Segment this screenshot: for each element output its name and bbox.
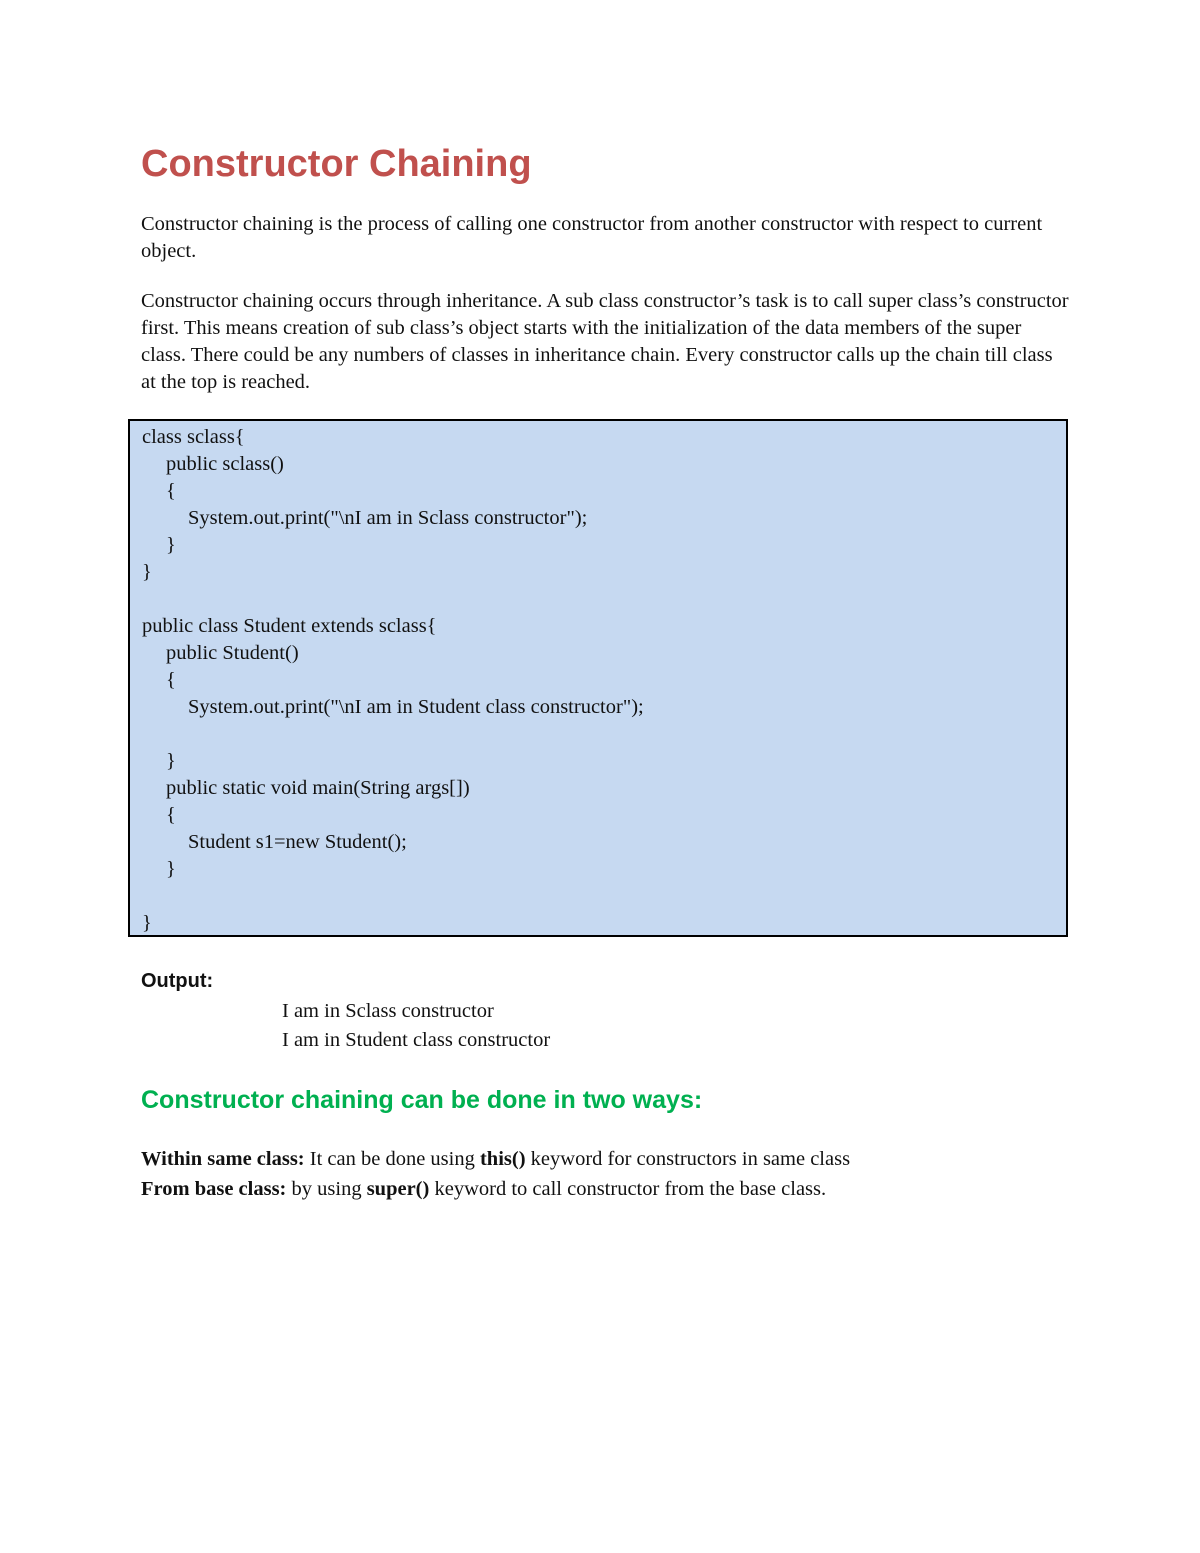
code-line: } — [142, 561, 152, 583]
code-line: { — [166, 480, 176, 502]
way-text: It can be done using — [304, 1148, 480, 1170]
way-text: keyword for constructors in same class — [525, 1148, 851, 1170]
code-line: public sclass() — [166, 453, 284, 475]
ways-heading: Constructor chaining can be done in two ways: — [141, 1086, 703, 1114]
code-block — [128, 419, 1068, 937]
code-line: } — [166, 534, 176, 556]
intro-paragraph-2: Constructor chaining occurs through inheritance. A sub class constructor’s task is to call super class’s constructor first. This means creation of sub class’s object starts with the initialization of the data members of the super class. There could be any numbers of classes in inheritance chain. Every constructor calls up the chain till class at the top is reached. — [141, 290, 1069, 393]
code-line: } — [166, 858, 176, 880]
code-line: public static void main(String args[]) — [166, 777, 470, 799]
code-line: public Student() — [166, 642, 299, 664]
page-title: Constructor Chaining — [141, 143, 532, 185]
way-keyword: this() — [479, 1148, 526, 1170]
way-keyword: super() — [366, 1178, 430, 1200]
output-line: I am in Student class constructor — [282, 1029, 551, 1051]
code-line: { — [166, 804, 176, 826]
way-text: keyword to call constructor from the base class. — [429, 1178, 827, 1200]
code-line: } — [142, 912, 152, 934]
way-item-same-class — [141, 1145, 850, 1173]
output-line: I am in Sclass constructor — [282, 1000, 494, 1022]
code-line: Student s1=new Student(); — [188, 831, 407, 853]
code-line: System.out.print("\nI am in Sclass constructor"); — [188, 507, 588, 529]
code-line: } — [166, 750, 176, 772]
output-label: Output: — [141, 970, 214, 992]
way-item-base-class — [141, 1175, 826, 1203]
way-text: by using — [286, 1178, 367, 1200]
code-line: class sclass{ — [142, 426, 245, 448]
code-line: System.out.print("\nI am in Student class constructor"); — [188, 696, 644, 718]
way-label: From base class: — [141, 1178, 287, 1200]
intro-paragraph-1: Constructor chaining is the process of calling one constructor from another constructor with respect to current object. — [141, 213, 1043, 262]
code-line: { — [166, 669, 176, 691]
code-line: public class Student extends sclass{ — [142, 615, 437, 637]
way-label: Within same class: — [141, 1148, 305, 1170]
